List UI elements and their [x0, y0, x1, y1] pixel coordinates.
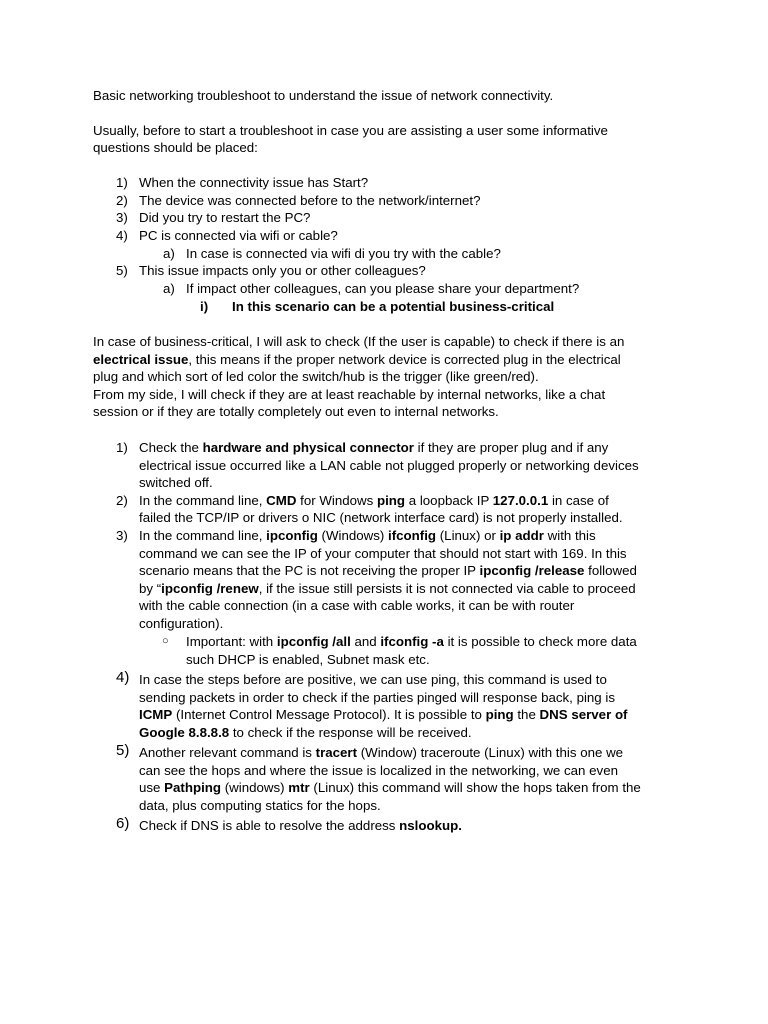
- bold-run: ipconfig /all: [276, 634, 351, 649]
- question-number: 4): [116, 228, 128, 243]
- question-number: 1): [116, 175, 128, 190]
- bold-run: mtr: [288, 780, 310, 795]
- step-number: 4): [116, 669, 130, 686]
- bold-run: ipconfig /renew: [161, 581, 259, 596]
- step-4-line-2: sending packets in order to check if the parties pinged will response back, ping is: [139, 690, 616, 705]
- step-3-line-1: [139, 527, 596, 545]
- intro-line-1: Usually, before to start a troubleshoot in case you are assisting a user some informative: [93, 123, 608, 138]
- subsub-roman-numeral: i): [200, 299, 209, 314]
- text-run: (Window) traceroute (Linux) with this one we: [357, 745, 624, 760]
- para-line-3: plug and which sort of led color the switch/hub is the trigger (like green/red).: [93, 369, 539, 384]
- bold-run: ipconfig: [266, 528, 318, 543]
- text-run: Important: with: [186, 634, 277, 649]
- text-run: (Internet Control Message Protocol). It is possible to: [172, 707, 486, 722]
- step-number: 3): [116, 528, 128, 543]
- step-3-line-6: configuration).: [139, 616, 224, 631]
- step-3-line-3: [139, 562, 637, 580]
- text-run: with this: [543, 528, 596, 543]
- bold-run: ICMP: [139, 707, 173, 722]
- step-number: 2): [116, 493, 128, 508]
- text-run: followed: [584, 563, 637, 578]
- step-2-line-2: failed the TCP/IP or drivers o NIC (network interface card) is not properly installed.: [139, 510, 623, 525]
- bold-run: ifconfig -a: [380, 634, 444, 649]
- text-run: In the command line,: [139, 493, 267, 508]
- bold-run: ping: [376, 493, 406, 508]
- text-run: In the command line,: [139, 528, 267, 543]
- step-2-line-1: [139, 492, 609, 510]
- para-line-4: From my side, I will check if they are at least reachable by internal networks, like a chat: [93, 387, 606, 402]
- text-run: to check if the response will be received.: [229, 725, 472, 740]
- bold-run: ping: [485, 707, 514, 722]
- bold-run: tracert: [315, 745, 358, 760]
- question-text: PC is connected via wifi or cable?: [139, 228, 338, 243]
- intro-line-2: questions should be placed:: [93, 140, 258, 155]
- text-run: (Linux) this command will show the hops taken from the: [309, 780, 641, 795]
- text-run: (Linux) or: [436, 528, 500, 543]
- step-3-line-5: with the cable connection (in a case with cable works, it can be with router: [139, 598, 575, 613]
- step-1-line-1: [139, 439, 608, 457]
- bold-run: ip addr: [499, 528, 544, 543]
- text-run: Another relevant command is: [139, 745, 316, 760]
- step-4-line-1: In case the steps before are positive, we can use ping, this command is used to: [139, 672, 607, 687]
- subsub-text: In this scenario can be a potential business-critical: [232, 299, 555, 314]
- text-run: by “: [139, 581, 162, 596]
- question-text: The device was connected before to the network/internet?: [139, 193, 481, 208]
- text-run: for Windows: [296, 493, 377, 508]
- question-text: This issue impacts only you or other colleagues?: [139, 263, 426, 278]
- bold-run: ipconfig /release: [479, 563, 585, 578]
- text-run: use: [139, 780, 165, 795]
- doc-title: Basic networking troubleshoot to understand the issue of network connectivity.: [93, 88, 554, 103]
- text-run: the: [513, 707, 540, 722]
- bold-run: 127.0.0.1: [492, 493, 549, 508]
- text-run: Check if DNS is able to resolve the address: [139, 818, 400, 833]
- subquestion-text: If impact other colleagues, can you please share your department?: [186, 281, 580, 296]
- text-run: and: [350, 634, 381, 649]
- text-run: it is possible to check more data: [443, 634, 637, 649]
- text-run: (Windows): [317, 528, 389, 543]
- step-6-line-1: [139, 817, 462, 835]
- step-5-line-4: data, plus computing statics for the hops.: [139, 798, 381, 813]
- bold-run: CMD: [266, 493, 297, 508]
- para-line-1: In case of business-critical, I will ask to check (If the user is capable) to check if there is an: [93, 334, 625, 349]
- para-line-2: [93, 351, 621, 369]
- bold-run: hardware and physical connector: [202, 440, 414, 455]
- bold-run: DNS server of: [539, 707, 628, 722]
- step-5-line-2: can see the hops and where the issue is localized in the networking, we can even: [139, 763, 618, 778]
- question-number: 3): [116, 210, 128, 225]
- bold-run: nslookup.: [399, 818, 462, 833]
- step-3-line-2: command we can see the IP of your computer that should not start with 169. In this: [139, 546, 627, 561]
- text-run: if they are proper plug and if any: [413, 440, 609, 455]
- subquestion-letter: a): [163, 281, 175, 296]
- step-3-line-4: [139, 580, 636, 598]
- question-text: When the connectivity issue has Start?: [139, 175, 369, 190]
- text-run: Check the: [139, 440, 203, 455]
- step-1-line-3: switched off.: [139, 475, 213, 490]
- text-run: , if the issue still persists it is not connected via cable to proceed: [258, 581, 636, 596]
- para-line-2-rest: , this means if the proper network device is corrected plug in the electrical: [188, 352, 621, 367]
- para-bold-electrical: electrical issue: [93, 352, 189, 367]
- text-run: (windows): [221, 780, 289, 795]
- question-text: Did you try to restart the PC?: [139, 210, 311, 225]
- bold-run: Pathping: [164, 780, 222, 795]
- step-3-note-line-2: such DHCP is enabled, Subnet mask etc.: [186, 652, 430, 667]
- step-5-line-3: [139, 779, 641, 797]
- question-number: 5): [116, 263, 128, 278]
- text-run: scenario means that the PC is not receiving the proper IP: [139, 563, 480, 578]
- question-number: 2): [116, 193, 128, 208]
- step-1-line-2: electrical issue occurred like a LAN cable not plugged properly or networking devices: [139, 458, 639, 473]
- step-5-line-1: [139, 744, 623, 762]
- hollow-bullet-icon: ○: [162, 635, 169, 647]
- bold-run: Google 8.8.8.8: [139, 725, 230, 740]
- step-number: 5): [116, 742, 130, 759]
- step-number: 1): [116, 440, 128, 455]
- subquestion-letter: a): [163, 246, 175, 261]
- subquestion-text: In case is connected via wifi di you try with the cable?: [186, 246, 501, 261]
- para-line-5: session or if they are totally completely out even to internal networks.: [93, 404, 499, 419]
- step-3-note-line-1: [186, 633, 637, 651]
- step-4-line-4: [139, 724, 472, 742]
- text-run: a loopback IP: [405, 493, 493, 508]
- step-4-line-3: [139, 706, 628, 724]
- step-number: 6): [116, 815, 130, 832]
- text-run: in case of: [548, 493, 609, 508]
- bold-run: ifconfig: [388, 528, 437, 543]
